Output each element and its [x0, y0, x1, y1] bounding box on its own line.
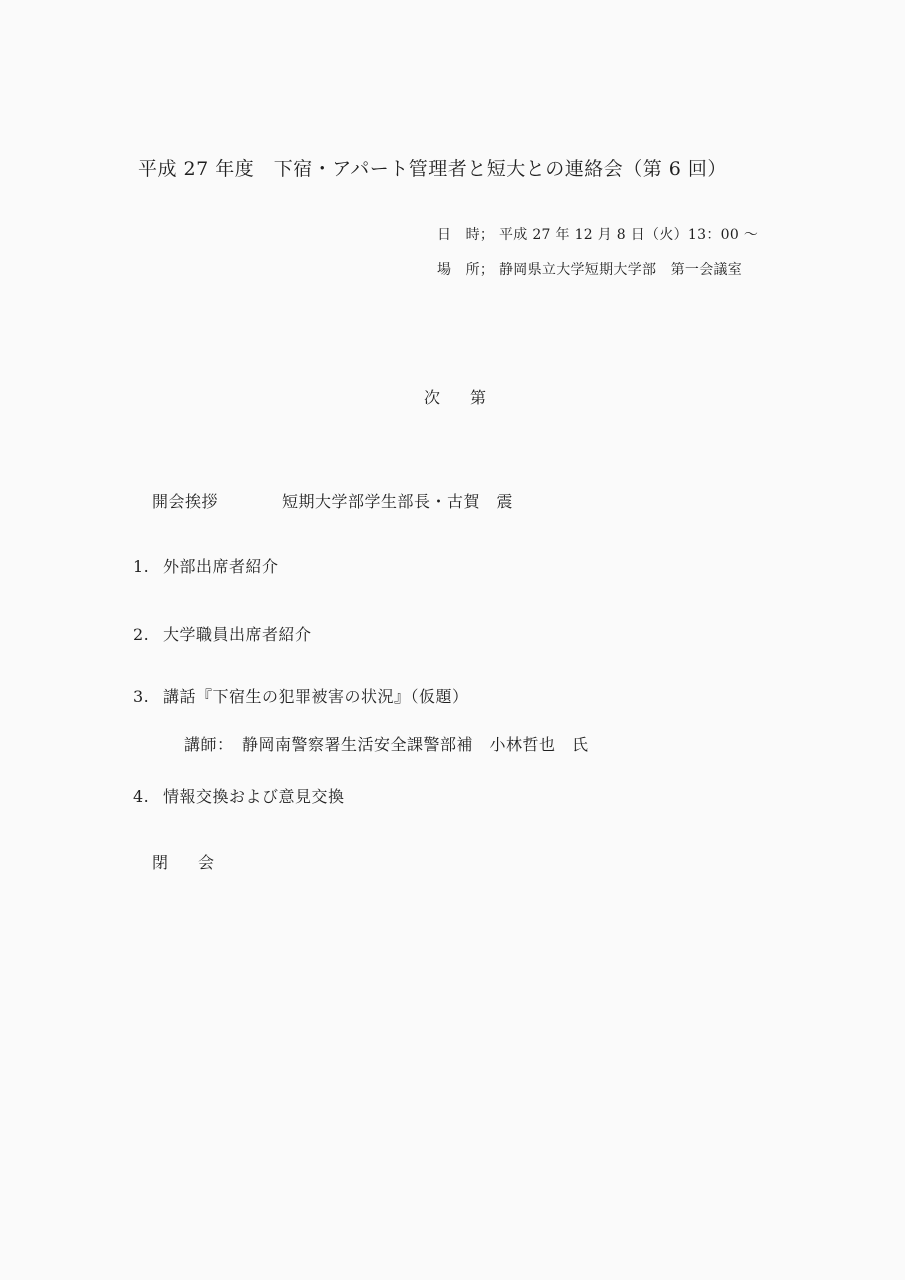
closing-remarks: 閉会: [152, 853, 245, 872]
agenda-item: [133, 554, 279, 577]
opening-speaker: 短期大学部学生部長・古賀 震: [282, 492, 514, 511]
agenda-item-number: 3.: [133, 687, 150, 706]
agenda-item: [133, 684, 469, 707]
opening-remarks: [152, 489, 513, 512]
place-value: 静岡県立大学短期大学部 第一会議室: [499, 262, 743, 278]
page-title: 平成 27 年度 下宿・アパート管理者と短大との連絡会（第 6 回）: [138, 158, 727, 180]
agenda-item: [133, 784, 345, 807]
agenda-item-text: 外部出席者紹介: [163, 557, 279, 576]
agenda-item: [133, 622, 312, 645]
place-label: 場 所；: [437, 262, 495, 278]
opening-label: 開会挨拶: [152, 492, 219, 511]
meeting-date: [437, 224, 758, 244]
agenda-item-text: 情報交換および意見交換: [163, 787, 345, 806]
meeting-place: [437, 259, 742, 279]
agenda-item-number: 2.: [133, 625, 150, 644]
agenda-item-number: 1.: [133, 557, 150, 576]
date-value: 平成 27 年 12 月 8 日（火）13：00 ～: [499, 227, 759, 243]
agenda-item-text: 講話『下宿生の犯罪被害の状況』（仮題）: [163, 687, 469, 706]
date-label: 日 時；: [437, 227, 495, 243]
agenda-heading: 次第: [424, 388, 517, 407]
agenda-item-number: 4.: [133, 787, 150, 806]
lecturer-line: 講師： 静岡南警察署生活安全課警部補 小林哲也 氏: [184, 735, 589, 754]
agenda-item-text: 大学職員出席者紹介: [163, 625, 312, 644]
